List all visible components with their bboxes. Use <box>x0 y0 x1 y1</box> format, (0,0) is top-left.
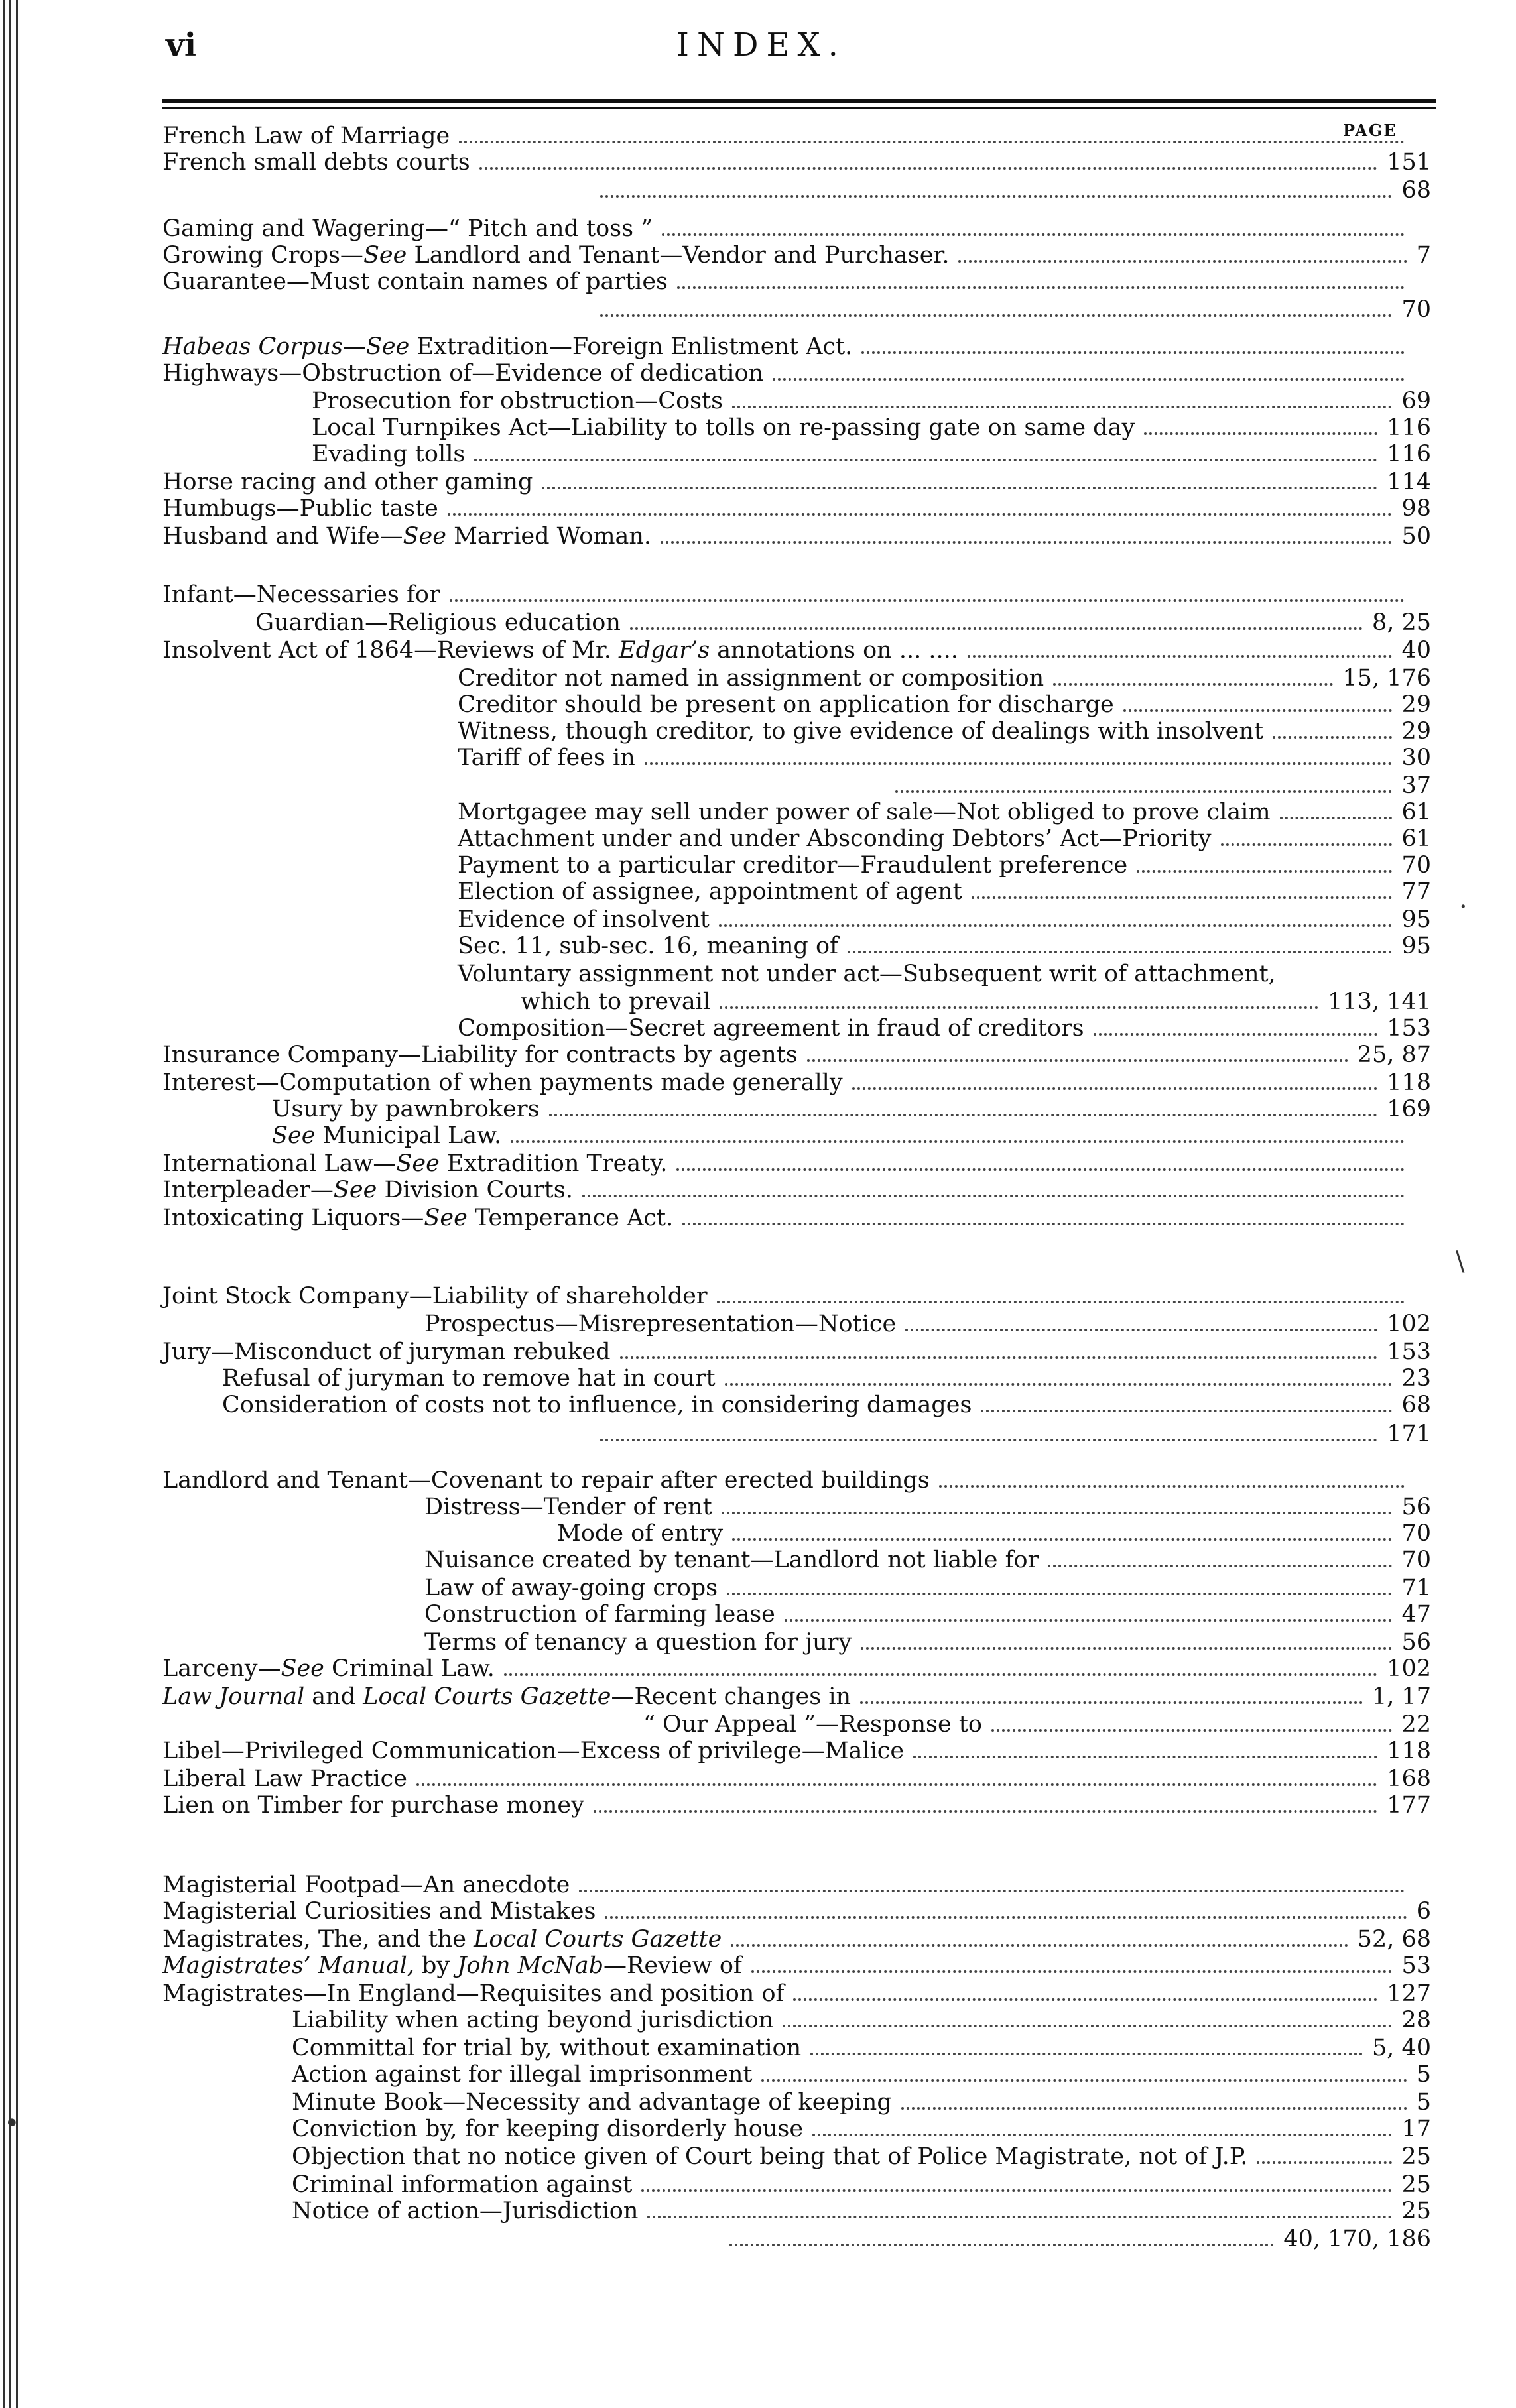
index-entry <box>0 2141 1516 2172</box>
index-entry <box>0 1390 1516 1420</box>
entry-text <box>162 1203 673 1233</box>
entry-text <box>222 1390 972 1420</box>
index-entry <box>0 876 1516 907</box>
entry-text <box>292 2141 1247 2172</box>
dot-leader <box>731 1944 1348 1947</box>
entry-page-numbers: 68 <box>1401 1392 1431 1418</box>
entry-text-segment: Nuisance created by tenant—Landlord not liable for <box>424 1547 1039 1573</box>
entry-text-segment: Attachment under and under Absconding Debtors’ Act—Priority <box>458 825 1212 852</box>
dot-leader <box>722 1512 1392 1514</box>
entry-text-italic: See <box>272 1122 316 1149</box>
header-rule <box>162 99 1436 103</box>
entry-page-numbers: 127 <box>1387 1980 1431 2007</box>
entry-page-numbers: 40 <box>1401 637 1431 664</box>
print-mark: \ <box>1456 1246 1465 1277</box>
entry-text-segment: Objection that no notice given of Court being that of Police Magistrate, not of J.P. <box>292 2143 1248 2170</box>
entry-page-numbers: 98 <box>1401 495 1431 522</box>
entry-text-segment: Magistrates—In England—Requisites and position of <box>162 1980 785 2007</box>
index-entry <box>0 607 1516 638</box>
entry-text-segment: Tariff of fees in <box>458 745 635 771</box>
dot-leader <box>895 790 1392 793</box>
entry-text-segment: Witness, though creditor, to give evidence of dealings with insolvent <box>458 718 1264 745</box>
index-entry <box>0 175 1516 206</box>
dot-leader <box>785 1619 1392 1622</box>
entry-text-segment: annotations on ... .... <box>710 637 958 664</box>
entry-page-numbers: 25 <box>1401 2143 1431 2170</box>
dot-leader <box>504 1673 1377 1676</box>
entry-page-numbers: 114 <box>1387 469 1431 495</box>
entry-text-segment: Landlord and Tenant—Vendor and Purchaser. <box>407 242 950 269</box>
entry-text <box>162 1951 742 1981</box>
entry-page-numbers: 153 <box>1387 1339 1431 1365</box>
dot-leader <box>1094 1033 1377 1036</box>
dot-leader <box>600 195 1392 198</box>
dot-leader <box>807 1059 1348 1062</box>
dot-leader <box>1273 736 1392 739</box>
dot-leader <box>1280 817 1392 819</box>
entry-text-segment: Jury—Misconduct of juryman rebuked <box>162 1339 611 1365</box>
entry-text-segment: Creditor not named in assignment or composition <box>458 665 1044 692</box>
entry-text-segment: Humbugs—Public taste <box>162 495 438 522</box>
index-entry <box>0 1736 1516 1766</box>
entry-text-segment: —Recent changes in <box>611 1683 852 1710</box>
entry-text-italic: Edgar’s <box>619 637 710 664</box>
index-entry <box>0 2196 1516 2226</box>
entry-page-numbers: 116 <box>1387 441 1431 467</box>
entry-page-numbers: 168 <box>1387 1766 1431 1792</box>
entry-text-segment: by <box>414 1953 458 1979</box>
entry-page-numbers: 151 <box>1387 149 1431 176</box>
entry-page-numbers: 5 <box>1416 2061 1431 2088</box>
index-entry <box>0 2059 1516 2090</box>
index-entry <box>0 2114 1516 2144</box>
dot-leader <box>773 378 1405 381</box>
entry-page-numbers: 102 <box>1387 1656 1431 1682</box>
entry-text <box>162 493 438 524</box>
entry-page-numbers: 56 <box>1401 1629 1431 1656</box>
index-entry <box>0 1175 1516 1205</box>
entry-page-numbers: 30 <box>1401 745 1431 771</box>
dot-leader <box>579 1890 1405 1892</box>
entry-text-segment: Sec. 11, sub-sec. 16, meaning of <box>458 933 838 959</box>
index-entry <box>0 1203 1516 1233</box>
entry-page-numbers: 40, 170, 186 <box>1283 2226 1431 2252</box>
dot-leader <box>939 1485 1405 1488</box>
dot-leader <box>968 655 1392 658</box>
entry-page-numbers: 7 <box>1416 242 1431 269</box>
entry-text-segment: Election of assignee, appointment of agent <box>458 878 962 905</box>
entry-text-segment: Prosecution for obstruction—Costs <box>312 388 724 414</box>
index-entry <box>0 2005 1516 2035</box>
index-entry <box>0 1309 1516 1339</box>
entry-page-numbers: 23 <box>1401 1365 1431 1392</box>
entry-text-segment: Gaming and Wagering—“ Pitch and toss ” <box>162 215 653 242</box>
dot-leader <box>729 2244 1274 2246</box>
entry-text-segment: Interest—Computation of when payments made generally <box>162 1069 843 1096</box>
dot-leader <box>727 1593 1392 1595</box>
entry-text-segment: Married Woman. <box>446 523 652 550</box>
entry-text <box>272 1120 501 1151</box>
entry-text-segment: Husband and Wife— <box>162 523 403 550</box>
entry-text-segment: Highways—Obstruction of—Evidence of dedication <box>162 360 764 387</box>
entry-page-numbers: 47 <box>1401 1601 1431 1628</box>
index-entry <box>0 1599 1516 1630</box>
entry-page-numbers: 25, 87 <box>1357 1042 1431 1068</box>
entry-page-numbers: 5, 40 <box>1371 2035 1431 2061</box>
dot-leader <box>647 2216 1392 2218</box>
dot-leader <box>812 2134 1392 2136</box>
entry-text-segment: Committal for trial by, without examination <box>292 2035 802 2061</box>
entry-text-italic: Law Journal <box>162 1683 305 1710</box>
index-entry <box>0 2224 1516 2254</box>
index-entry <box>0 1790 1516 1821</box>
entry-page-numbers: 171 <box>1387 1421 1431 1447</box>
entry-text <box>162 1736 904 1766</box>
dot-leader <box>600 1439 1377 1441</box>
entry-text <box>162 521 651 552</box>
dot-leader <box>605 1916 1407 1919</box>
dot-leader <box>416 1783 1377 1786</box>
dot-leader <box>1144 432 1377 435</box>
entry-page-numbers: 177 <box>1387 1792 1431 1819</box>
entry-page-numbers: 95 <box>1401 906 1431 933</box>
entry-text-italic: Local Courts Gazette <box>474 1926 722 1953</box>
entry-page-numbers: 25 <box>1401 2171 1431 2198</box>
dot-leader <box>594 1810 1377 1813</box>
entry-page-numbers: 61 <box>1401 799 1431 825</box>
entry-text-segment: French small debts courts <box>162 149 470 176</box>
entry-text-segment: Magistrates, The, and the <box>162 1926 474 1953</box>
dot-leader <box>1257 2161 1392 2164</box>
index-entry <box>0 267 1516 297</box>
page-title: INDEX. <box>676 27 846 64</box>
entry-page-numbers: 70 <box>1401 296 1431 323</box>
header-rule-thin <box>162 107 1436 109</box>
entry-text-segment: Action against for illegal imprisonment <box>292 2061 753 2088</box>
entry-text <box>458 959 1276 989</box>
entry-text-segment: Evidence of insolvent <box>458 906 710 933</box>
index-entry <box>0 1040 1516 1070</box>
entry-text-italic: See <box>424 1205 468 1231</box>
dot-leader <box>600 314 1392 317</box>
entry-text-segment: Notice of action—Jurisdiction <box>292 2198 639 2224</box>
entry-text <box>424 1309 896 1339</box>
dot-leader <box>717 1301 1405 1303</box>
dot-leader <box>732 1538 1392 1541</box>
entry-page-numbers: 28 <box>1401 2007 1431 2033</box>
entry-text-segment: Extradition Treaty. <box>439 1150 668 1177</box>
dot-leader <box>620 1356 1377 1359</box>
index-entry <box>0 1896 1516 1927</box>
entry-text-segment: Minute Book—Necessity and advantage of keeping <box>292 2089 892 2116</box>
entry-page-numbers: 69 <box>1401 388 1431 414</box>
entry-text-segment: Joint Stock Company—Liability of shareholder <box>162 1283 708 1309</box>
dot-leader <box>783 2025 1392 2027</box>
dot-leader <box>901 2107 1407 2110</box>
entry-text <box>458 876 962 907</box>
entry-text <box>424 1599 775 1630</box>
entry-text-segment: Construction of farming lease <box>424 1601 775 1628</box>
entry-text <box>424 1545 1039 1575</box>
index-entry <box>0 1951 1516 1981</box>
index-entry <box>0 931 1516 961</box>
dot-leader <box>981 1410 1392 1412</box>
dot-leader <box>677 286 1405 289</box>
dot-leader <box>661 541 1392 544</box>
dot-leader <box>1053 683 1333 686</box>
dot-leader <box>474 459 1377 461</box>
entry-page-numbers: 37 <box>1401 772 1431 799</box>
entry-text-segment: Lien on Timber for purchase money <box>162 1792 584 1819</box>
print-mark: • <box>4 2108 20 2139</box>
entry-text <box>162 635 958 666</box>
dot-leader <box>860 1701 1363 1704</box>
dot-leader <box>991 1729 1392 1732</box>
entry-text-segment: Voluntary assignment not under act—Subsequent writ of attachment, <box>458 961 1276 987</box>
dot-leader <box>905 1329 1377 1331</box>
index-entry <box>0 959 1516 989</box>
entry-text-segment: Distress—Tender of rent <box>424 1494 712 1520</box>
entry-text-italic: See <box>403 523 446 550</box>
print-mark: · <box>1459 892 1468 922</box>
entry-page-numbers: 50 <box>1401 523 1431 550</box>
entry-page-numbers: 56 <box>1401 1494 1431 1520</box>
entry-text-segment: Division Courts. <box>377 1177 573 1203</box>
index-entry <box>0 439 1516 469</box>
dot-leader <box>720 1006 1318 1009</box>
entry-text-segment: Growing Crops— <box>162 242 363 269</box>
entry-text-segment: Usury by pawnbrokers <box>272 1096 540 1122</box>
entry-page-numbers: 70 <box>1401 1547 1431 1573</box>
entry-text-segment: Guarantee—Must contain names of parties <box>162 269 668 295</box>
dot-leader <box>972 896 1392 899</box>
dot-leader <box>479 167 1377 170</box>
dot-leader <box>630 627 1363 630</box>
dot-leader <box>810 2053 1363 2055</box>
entry-text <box>292 2005 773 2035</box>
dot-leader <box>1221 843 1392 846</box>
dot-leader <box>542 487 1377 489</box>
entry-text <box>312 439 465 469</box>
entry-text-italic: Habeas Corpus—See <box>162 333 410 360</box>
entry-text-segment: Infant—Necessaries for <box>162 581 440 608</box>
entry-text-italic: See <box>281 1656 324 1682</box>
entry-text-segment: Terms of tenancy a question for jury <box>424 1629 852 1656</box>
dot-leader <box>793 1998 1377 2001</box>
entry-text-segment: Larceny— <box>162 1656 281 1682</box>
entry-text <box>458 743 635 773</box>
dot-leader <box>861 1647 1392 1650</box>
entry-text <box>255 607 621 638</box>
index-entry <box>0 1281 1516 1311</box>
entry-text-segment: Landlord and Tenant—Covenant to repair after erected buildings <box>162 1467 930 1494</box>
entry-page-numbers: 113, 141 <box>1328 989 1431 1015</box>
entry-page-numbers: 102 <box>1387 1311 1431 1337</box>
entry-page-numbers: 22 <box>1401 1711 1431 1738</box>
entry-text <box>162 1654 495 1684</box>
entry-page-numbers: 29 <box>1401 692 1431 718</box>
entry-text-segment: Temperance Act. <box>467 1205 674 1231</box>
entry-text-segment: “ Our Appeal ”—Response to <box>643 1711 982 1738</box>
entry-text-segment: Magisterial Curiosities and Mistakes <box>162 1898 596 1925</box>
entry-text-segment: Mortgagee may sell under power of sale—Not obliged to prove claim <box>458 799 1271 825</box>
entry-text-segment: Horse racing and other gaming <box>162 469 533 495</box>
dot-leader <box>848 951 1392 953</box>
entry-text-segment: Local Turnpikes Act—Liability to tolls on re-passing gate on same day <box>312 414 1135 441</box>
index-entry <box>0 493 1516 524</box>
entry-page-numbers: 17 <box>1401 2116 1431 2142</box>
entry-page-numbers: 116 <box>1387 414 1431 441</box>
entry-text-segment: Extradition—Foreign Enlistment Act. <box>409 333 853 360</box>
entry-page-numbers: 118 <box>1387 1738 1431 1764</box>
index-entry <box>0 521 1516 552</box>
entry-text-italic: See <box>363 242 407 269</box>
dot-leader <box>719 924 1392 927</box>
entry-text <box>162 579 440 610</box>
dot-leader <box>761 2079 1407 2082</box>
entry-text <box>162 1790 584 1821</box>
dot-leader <box>725 1383 1392 1386</box>
entry-text-segment: Evading tolls <box>312 441 466 467</box>
index-entry <box>0 635 1516 666</box>
dot-leader <box>913 1756 1377 1758</box>
entry-text-segment: Prospectus—Misrepresentation—Notice <box>424 1311 897 1337</box>
entry-page-numbers: 52, 68 <box>1357 1926 1431 1953</box>
dot-leader <box>662 233 1405 236</box>
entry-text <box>162 267 668 297</box>
dot-leader <box>450 599 1405 602</box>
entry-page-numbers: 169 <box>1387 1096 1431 1122</box>
entry-page-numbers: 70 <box>1401 852 1431 878</box>
entry-page-numbers: 95 <box>1401 933 1431 959</box>
dot-leader <box>751 1970 1392 1973</box>
entry-page-numbers: 68 <box>1401 177 1431 204</box>
dot-leader <box>861 351 1405 354</box>
entry-text-segment: Law of away-going crops <box>424 1575 718 1601</box>
entry-text <box>292 2196 638 2226</box>
dot-leader <box>682 1223 1405 1225</box>
dot-leader <box>641 2189 1392 2192</box>
entry-text-segment: Creditor should be present on application for discharge <box>458 692 1114 718</box>
entry-page-numbers: 6 <box>1416 1898 1431 1925</box>
index-entry <box>0 1545 1516 1575</box>
entry-text <box>162 1896 596 1927</box>
entry-text-segment: Liability when acting beyond jurisdiction <box>292 2007 774 2033</box>
entry-text <box>458 931 838 961</box>
entry-text-segment: Insolvent Act of 1864—Reviews of Mr. <box>162 637 619 664</box>
entry-text-segment: Intoxicating Liquors— <box>162 1205 424 1231</box>
entry-text-italic: See <box>333 1177 377 1203</box>
entry-text-segment: Conviction by, for keeping disorderly house <box>292 2116 804 2142</box>
index-entry <box>0 1654 1516 1684</box>
entry-page-numbers: 8, 25 <box>1371 609 1431 636</box>
entry-page-numbers: 71 <box>1401 1575 1431 1601</box>
entry-text-segment: Consideration of costs not to influence, in considering damages <box>222 1392 972 1418</box>
index-entry <box>0 579 1516 610</box>
entry-text <box>162 1040 798 1070</box>
entry-page-numbers: 53 <box>1401 1953 1431 1979</box>
entry-text-italic: Local Courts Gazette <box>363 1683 611 1710</box>
entry-text-segment: Libel—Privileged Communication—Excess of privilege—Malice <box>162 1738 905 1764</box>
dot-leader <box>958 260 1407 263</box>
entry-text-segment: and <box>304 1683 363 1710</box>
entry-text-italic: John McNab <box>457 1953 603 1979</box>
entry-text-segment: Guardian—Religious education <box>255 609 621 636</box>
entry-text <box>162 1681 851 1712</box>
entry-text-segment: Criminal information against <box>292 2171 633 2198</box>
index-entry <box>0 1120 1516 1151</box>
entry-text <box>162 358 763 389</box>
entry-page-numbers: 29 <box>1401 718 1431 745</box>
entry-text-segment: —Review of <box>603 1953 742 1979</box>
entry-text-segment: Composition—Secret agreement in fraud of creditors <box>458 1015 1084 1042</box>
index-entry <box>0 294 1516 325</box>
dot-leader <box>1123 709 1392 712</box>
dot-leader <box>1137 870 1392 873</box>
index-entry <box>0 358 1516 389</box>
entry-text <box>162 1175 573 1205</box>
dot-leader <box>732 406 1392 408</box>
page-column-heading: PAGE <box>1343 121 1397 140</box>
dot-leader <box>459 141 1405 143</box>
index-entry <box>0 1681 1516 1712</box>
dot-leader <box>582 1195 1405 1197</box>
dot-leader <box>645 762 1392 765</box>
entry-text-segment: Magisterial Footpad—An anecdote <box>162 1872 570 1898</box>
entry-page-numbers: 61 <box>1401 825 1431 852</box>
index-entry <box>0 147 1516 178</box>
entry-text <box>292 2059 752 2090</box>
entry-text-segment: Interpleader— <box>162 1177 334 1203</box>
entry-text-segment: Liberal Law Practice <box>162 1766 407 1792</box>
index-entry <box>0 743 1516 773</box>
entry-text-segment: International Law— <box>162 1150 397 1177</box>
entry-text-italic: Magistrates’ Manual, <box>162 1953 414 1979</box>
entry-page-numbers: 118 <box>1387 1069 1431 1096</box>
dot-leader <box>676 1168 1405 1171</box>
entry-page-numbers: 5 <box>1416 2089 1431 2116</box>
dot-leader <box>448 513 1392 516</box>
page-number: vi <box>166 27 197 64</box>
entry-page-numbers: 25 <box>1401 2198 1431 2224</box>
entry-text-segment: Payment to a particular creditor—Fraudulent preference <box>458 852 1128 878</box>
entry-page-numbers: 15, 176 <box>1342 665 1431 692</box>
entry-page-numbers: 153 <box>1387 1015 1431 1042</box>
entry-page-numbers: 77 <box>1401 878 1431 905</box>
dot-leader <box>852 1087 1377 1090</box>
entry-page-numbers: 70 <box>1401 1520 1431 1547</box>
entry-text-segment: French Law of Marriage <box>162 123 450 149</box>
entry-text <box>292 2114 803 2144</box>
entry-text-segment: Insurance Company—Liability for contracts by agents <box>162 1042 798 1068</box>
entry-text <box>162 1281 708 1311</box>
index-entry <box>0 1419 1516 1449</box>
entry-text-segment: Criminal Law. <box>324 1656 495 1682</box>
entry-text-segment: Municipal Law. <box>315 1122 502 1149</box>
entry-text-italic: See <box>396 1150 440 1177</box>
entry-text-segment: which to prevail <box>521 989 711 1015</box>
dot-leader <box>511 1140 1405 1143</box>
entry-page-numbers: 1, 17 <box>1371 1683 1431 1710</box>
dot-leader <box>549 1114 1377 1116</box>
dot-leader <box>1048 1565 1392 1567</box>
entry-text-segment: Refusal of juryman to remove hat in court <box>222 1365 716 1392</box>
entry-text <box>162 147 470 178</box>
entry-text-segment: Mode of entry <box>557 1520 724 1547</box>
